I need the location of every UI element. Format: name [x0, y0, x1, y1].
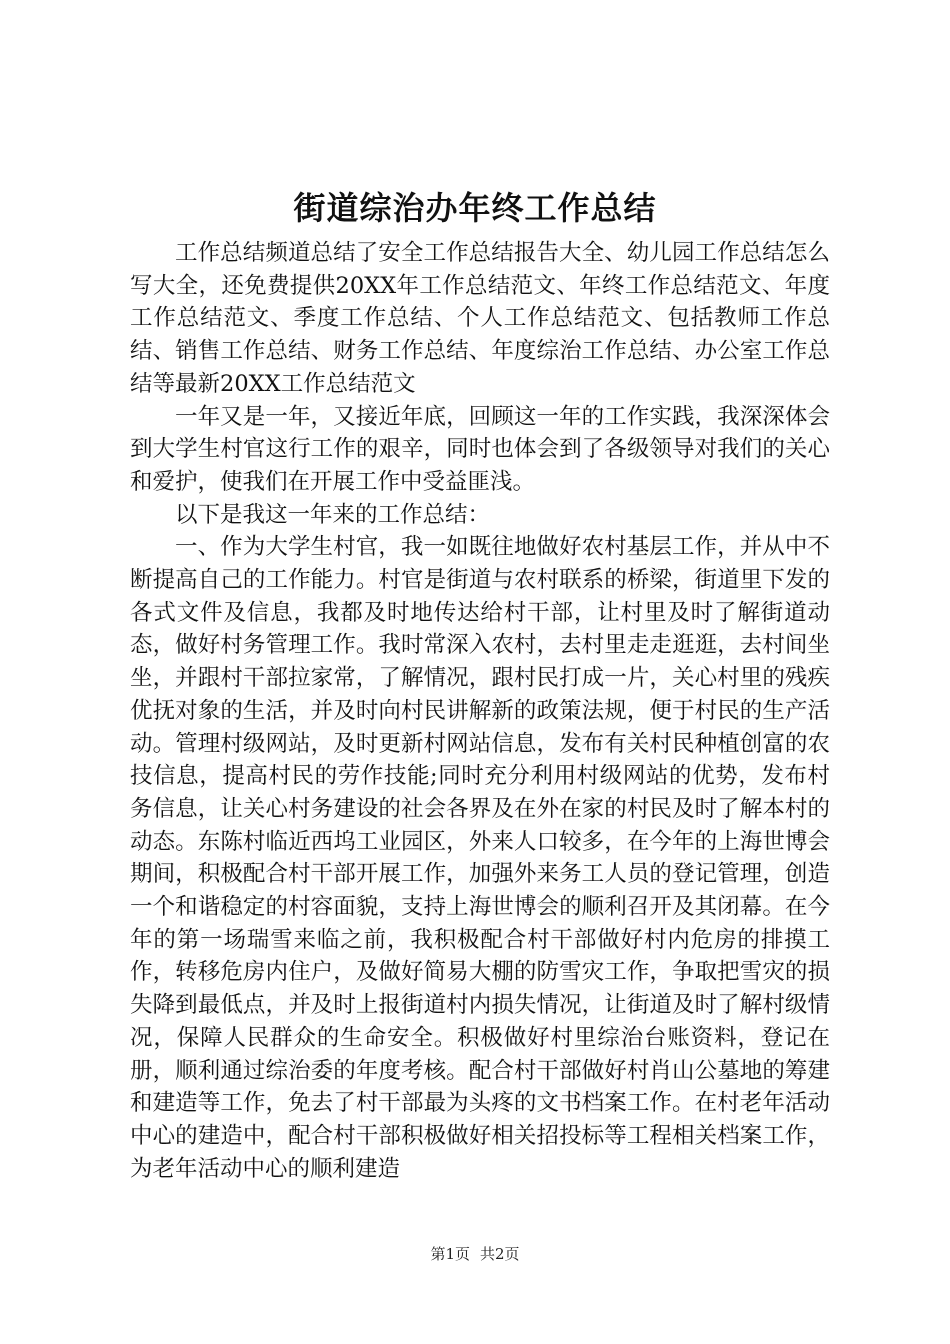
paragraph-opening: 一年又是一年，又接近年底，回顾这一年的工作实践，我深深体会到大学生村官这行工作的艰辛，同时也体会到了各级领导对我们的关心和爱护，使我们在开展工作中受益匪浅。 [130, 403, 830, 495]
document-title: 街道综治办年终工作总结 [293, 189, 657, 227]
paragraph-lead-in: 以下是我这一年来的工作总结： [175, 501, 491, 528]
paragraph-section-one: 一、作为大学生村官，我一如既往地做好农村基层工作，并从中不断提高自己的工作能力。村官是街道与农村联系的桥梁，街道里下发的各式文件及信息，我都及时地传达给村干部，让村里及时了解街道动态，做好村务管理工作。我时常深入农村，去村里走走逛逛，去村间坐坐，并跟村干部拉家常，了解情况，跟村民打成一片，关心村里的残疾优抚对象的生活，并及时向村民讲解新的政策法规，便于村民的生产活动。管理村级网站，及时更新村网站信息，发布有关村民种植创富的农技信息，提高村民的劳作技能;同时充分利用村级网站的优势，发布村务信息，让关心村务建设的社会各界及在外在家的村民及时了解本村的动态。东陈村临近西坞工业园区，外来人口较多，在今年的上海世博会期间，积极配合村干部开展工作，加强外来务工人员的登记管理，创造一个和谐稳定的村容面貌，支持上海世博会的顺利召开及其闭幕。在今年的第一场瑞雪来临之前，我积极配合村干部做好村内危房的排摸工作，转移危房内住户，及做好简易大棚的防雪灾工作，争取把雪灾的损失降到最低点，并及时上报街道村内损失情况，让街道及时了解村级情况，保障人民群众的生命安全。积极做好村里综治台账资料，登记在册，顺利通过综治委的年度考核。配合村干部做好村肖山公墓地的筹建和建造等工作，免去了村干部最为头疼的文书档案工作。在村老年活动中心的建造中，配合村干部积极做好相关招投标等工程相关档案工作，为老年活动中心的顺利建造 [130, 534, 830, 1182]
page-footer [0, 1244, 950, 1264]
paragraph-intro: 工作总结频道总结了安全工作总结报告大全、幼儿园工作总结怎么写大全，还免费提供20XX年工作总结范文、年终工作总结范文、年度工作总结范文、季度工作总结、个人工作总结范文、包括教师工作总结、销售工作总结、财务工作总结、年度综治工作总结、办公室工作总结等最新20XX工作总结范文 [130, 240, 830, 397]
page-number-current: 第1页 [430, 1245, 470, 1263]
document-body [130, 237, 830, 1185]
page-number-total: 共2页 [480, 1245, 520, 1263]
